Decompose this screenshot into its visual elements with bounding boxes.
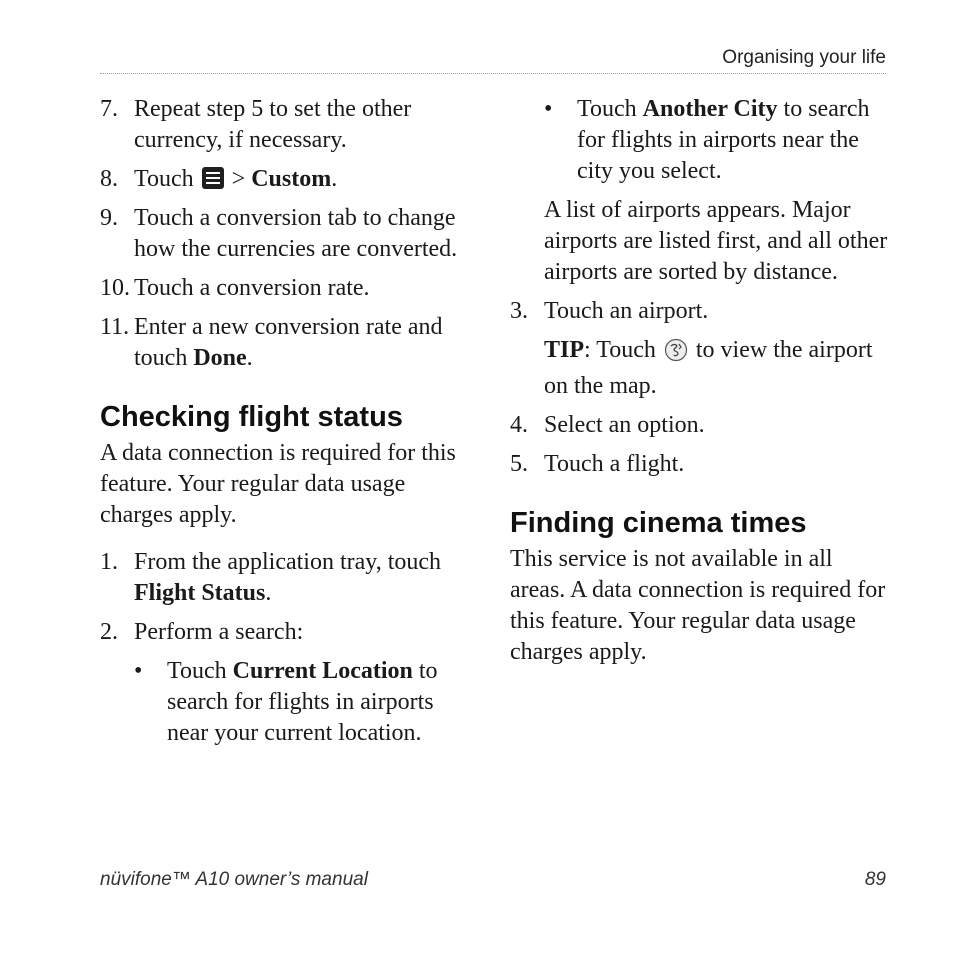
step-punct: . — [246, 345, 253, 371]
step-7 — [100, 94, 480, 156]
tip-text: : Touch — [584, 337, 656, 363]
bullet-bold-term: Current Location — [232, 658, 413, 684]
flight-step-1 — [100, 547, 480, 609]
step-punct: . — [331, 166, 338, 192]
section-title-flight-status: Checking flight status — [100, 401, 403, 433]
step-text: Perform a search: — [134, 619, 304, 645]
left-column — [100, 94, 480, 757]
step-number: 1. — [100, 549, 118, 575]
step-bold-term: Flight Status — [134, 580, 266, 606]
step-number: 7. — [100, 96, 118, 122]
step-text: Repeat step 5 to set the other currency, if necessary. — [134, 96, 412, 153]
bullet-text: Touch — [167, 658, 227, 684]
globe-map-icon — [664, 338, 688, 371]
step-text: Enter a new conversion rate and touch — [134, 314, 443, 371]
step-text: Touch an airport. — [544, 298, 709, 324]
step-10 — [100, 273, 480, 304]
menu-list-icon — [202, 167, 224, 189]
step-number: 11. — [100, 314, 130, 340]
bullet-another-city — [510, 94, 890, 187]
step-text: Touch a flight. — [544, 451, 685, 477]
step-text: From the application tray, touch — [134, 549, 442, 575]
bullet-bold-term: Another City — [642, 96, 778, 122]
bullet-dot: • — [134, 658, 143, 684]
step-number: 9. — [100, 205, 118, 231]
step-text: Touch — [134, 166, 194, 192]
step-number: 5. — [510, 451, 528, 477]
flight-step-5 — [510, 449, 890, 480]
tip-label: TIP — [544, 337, 585, 363]
bullet-text: Touch — [577, 96, 637, 122]
cinema-intro: This service is not available in all areas. A data connection is required for this feature. Your regular data usage charges apply. — [510, 546, 886, 665]
bullet-dot: • — [544, 96, 553, 122]
footer-page-number: 89 — [864, 869, 886, 890]
step-number: 2. — [100, 619, 118, 645]
flight-step-4 — [510, 410, 890, 441]
flight-step-2 — [100, 617, 480, 648]
step-number: 8. — [100, 166, 118, 192]
airport-list-note: A list of airports appears. Major airports are listed first, and all other airports are sorted by distance. — [544, 197, 888, 285]
flight-step-3 — [510, 296, 890, 327]
step-bold-term: Custom — [251, 166, 332, 192]
footer-manual-title: nüvifone™ A10 owner’s manual — [100, 869, 368, 890]
section-title-cinema-times: Finding cinema times — [510, 507, 807, 539]
step-number: 4. — [510, 412, 528, 438]
bullet-text-rest: to search for flights in airports near the city you select. — [577, 96, 870, 184]
step-text: Touch a conversion tab to change how the currencies are converted. — [134, 205, 458, 262]
step-11 — [100, 312, 480, 374]
tip-text-rest: to view the airport on the map. — [544, 337, 873, 399]
step-text: Touch a conversion rate. — [134, 275, 370, 301]
step-text: Select an option. — [544, 412, 705, 438]
tip-note — [510, 335, 890, 402]
header-rule — [100, 73, 886, 74]
step-number: 3. — [510, 298, 528, 324]
bullet-text-rest: to search for flights in airports near your current location. — [167, 658, 438, 746]
step-number: 10. — [100, 275, 130, 301]
step-separator: > — [231, 166, 246, 192]
step-8 — [100, 164, 480, 195]
flight-intro: A data connection is required for this feature. Your regular data usage charges apply. — [100, 440, 456, 528]
running-head: Organising your life — [722, 47, 886, 68]
step-bold-term: Done — [193, 345, 247, 371]
step-punct: . — [265, 580, 272, 606]
bullet-current-location — [100, 656, 480, 749]
step-9 — [100, 203, 480, 265]
right-column — [510, 94, 890, 684]
